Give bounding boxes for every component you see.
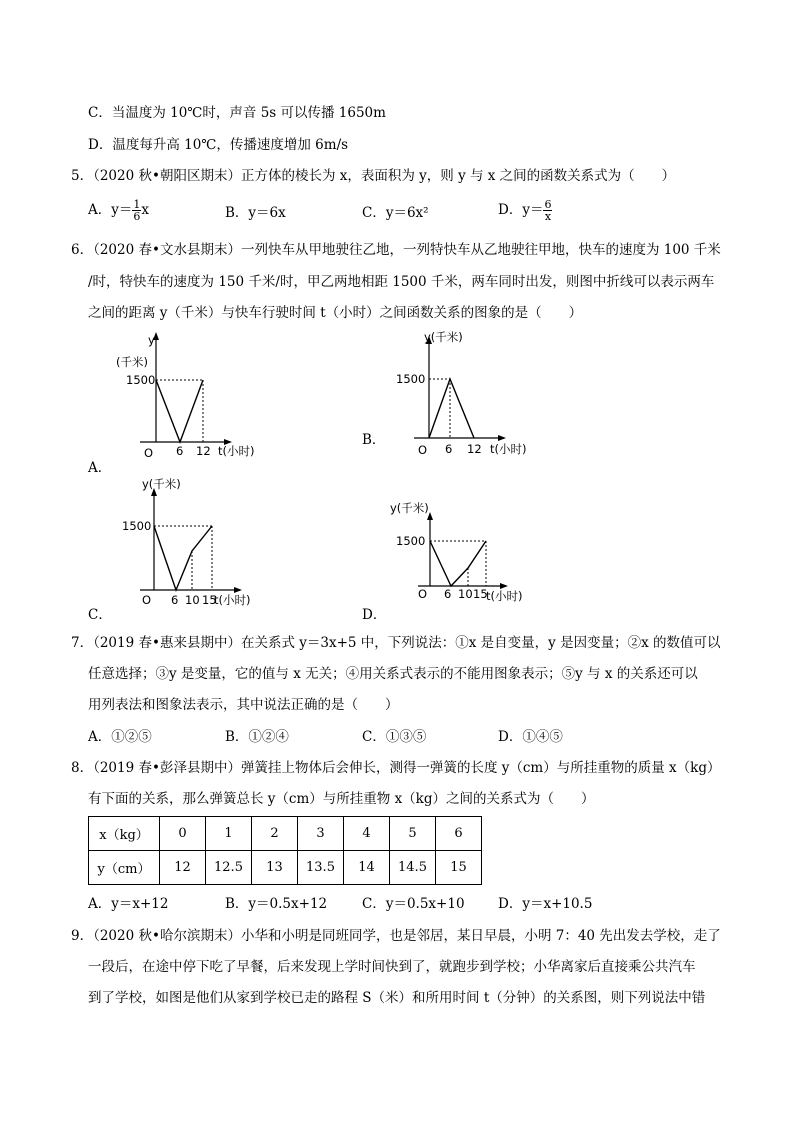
- q6-option-b-letter: B．: [362, 432, 386, 448]
- graph-b-xlabel: t(小时): [490, 442, 527, 456]
- q5-option-d-numerator: 6: [544, 198, 552, 211]
- graph-a-origin: O: [144, 446, 154, 460]
- graph-a-ytick: 1500: [126, 373, 156, 387]
- graph-d-xtick-1: 6: [444, 587, 452, 601]
- q4-option-c: C．当温度为 10℃时，声音 5s 可以传播 1650m: [88, 105, 386, 121]
- graph-b-polyline: [429, 379, 474, 438]
- table-cell: 13: [252, 851, 298, 885]
- graph-a-ylabel-unit: (千米): [116, 355, 148, 369]
- graph-d-polyline: [430, 541, 486, 586]
- q7-option-b: B．①②④: [225, 729, 289, 745]
- q8-option-c: C．y＝0.5x+10: [362, 896, 465, 912]
- q9-stem-line1: 9．（2020 秋•哈尔滨期末）小华和小明是同班同学，也是邻居，某日早晨，小明 7：40 先出发去学校，走了: [71, 928, 721, 944]
- q8-option-d: D．y＝x+10.5: [498, 896, 593, 912]
- q8-data-table: [88, 816, 482, 885]
- q5-option-c: C．y＝6x²: [362, 205, 429, 221]
- q9-stem-line2: 一段后，在途中停下吃了早餐，后来发现上学时间快到了，就跑步到学校；小华离家后直接乘公共汽车: [88, 959, 696, 975]
- q7-option-d: D．①④⑤: [498, 729, 563, 745]
- table-cell: 12.5: [206, 851, 252, 885]
- graph-b-x-arrow: [498, 435, 506, 441]
- graph-d-ylabel: y(千米): [390, 501, 429, 515]
- q6-stem-line1: 6．（2020 春•文水县期末）一列快车从甲地驶往乙地，一列特快车从乙地驶往甲地，快车的速度为 100 千米: [71, 242, 721, 258]
- table-cell: 13.5: [298, 851, 344, 885]
- q8-stem-line2: 有下面的关系，那么弹簧总长 y（cm）与所挂重物 x（kg）之间的关系式为（ ）: [88, 791, 595, 807]
- graph-d-xlabel: t(小时): [486, 589, 523, 603]
- q6-option-c-letter: C．: [88, 607, 112, 623]
- q6-graph-b: [384, 322, 554, 462]
- graph-d-origin: O: [418, 587, 428, 601]
- q5-option-b: B．y＝6x: [225, 205, 286, 221]
- graph-c-polyline: [154, 526, 212, 590]
- q6-stem-line2: /时，特快车的速度为 150 千米/时，甲乙两地相距 1500 千米，两车同时出发，则图中折线可以表示两车: [88, 274, 715, 290]
- graph-c-xlabel: t(小时): [214, 593, 251, 607]
- q6-graph-d: [384, 494, 554, 614]
- q6-graph-c: [110, 474, 280, 614]
- q5-stem: 5．（2020 秋•朝阳区期末）正方体的棱长为 x，表面积为 y，则 y 与 x 之间的函数关系式为（ ）: [71, 168, 676, 184]
- q6-graph-a: [110, 330, 280, 465]
- q5-option-d: [498, 199, 552, 222]
- q5-option-a-numerator: 1: [133, 198, 141, 211]
- q5-option-d-denominator: x: [544, 210, 552, 223]
- q5-option-a-prefix: A．y＝: [88, 202, 133, 218]
- table-header-y: y（cm）: [89, 851, 160, 885]
- q5-option-a-suffix: x: [141, 202, 150, 218]
- graph-b-origin: O: [418, 443, 428, 457]
- graph-b-xtick-2: 12: [467, 442, 482, 456]
- q7-stem-line3: 用列表法和图象法表示，其中说法正确的是（ ）: [88, 697, 399, 713]
- graph-d-xtick-3: 15: [473, 587, 488, 601]
- table-cell: 4: [344, 817, 390, 851]
- table-cell: 2: [252, 817, 298, 851]
- table-cell: 12: [160, 851, 206, 885]
- graph-b-ytick: 1500: [396, 372, 426, 386]
- q5-option-a-denominator: 6: [133, 210, 141, 223]
- table-row-x: [89, 817, 482, 851]
- table-cell: 3: [298, 817, 344, 851]
- graph-a-xlabel: t(小时): [218, 444, 255, 458]
- q4-option-d: D．温度每升高 10℃，传播速度增加 6m/s: [88, 137, 349, 153]
- table-cell: 1: [206, 817, 252, 851]
- table-cell: 0: [160, 817, 206, 851]
- graph-a-polyline: [156, 380, 203, 442]
- graph-c-origin: O: [142, 593, 152, 607]
- q5-option-d-fraction: [543, 199, 552, 222]
- table-cell: 15: [436, 851, 482, 885]
- graph-a-xtick-1: 6: [176, 444, 184, 458]
- q8-option-b: B．y＝0.5x+12: [225, 896, 328, 912]
- graph-b-ylabel: y(千米): [424, 330, 463, 344]
- table-row-y: [89, 851, 482, 885]
- q7-stem-line1: 7．（2019 春•惠来县期中）在关系式 y＝3x+5 中，下列说法：①x 是自变量，y 是因变量；②x 的数值可以: [71, 635, 721, 651]
- q6-option-a-letter: A．: [88, 460, 112, 476]
- graph-c-ytick: 1500: [122, 519, 152, 533]
- q7-option-c: C．①③⑤: [362, 729, 427, 745]
- graph-d-ytick: 1500: [396, 534, 426, 548]
- table-cell: 5: [390, 817, 436, 851]
- q5-option-a: [88, 199, 149, 222]
- graph-c-xtick-3: 15: [202, 593, 217, 607]
- graph-c-ylabel: y(千米): [142, 477, 181, 491]
- graph-c-xtick-1: 6: [171, 593, 179, 607]
- q9-stem-line3: 到了学校，如图是他们从家到学校已走的路程 S（米）和所用时间 t（分钟）的关系图，则下列说法中错: [88, 990, 706, 1006]
- graph-a-xtick-2: 12: [196, 444, 211, 458]
- table-cell: 6: [436, 817, 482, 851]
- q7-stem-line2: 任意选择；③y 是变量，它的值与 x 无关；④用关系式表示的不能用图象表示；⑤y 与 x 的关系还可以: [88, 666, 698, 682]
- q8-stem-line1: 8．（2019 春•彭泽县期中）弹簧挂上物体后会伸长，测得一弹簧的长度 y（cm）与所挂重物的质量 x（kg）: [71, 760, 721, 776]
- q6-stem-line3: 之间的距离 y（千米）与快车行驶时间 t（小时）之间函数关系的图象的是（ ）: [88, 305, 583, 321]
- q5-option-d-prefix: D．y＝: [498, 202, 544, 218]
- graph-d-xtick-2: 10: [458, 587, 473, 601]
- q8-option-a: A．y＝x+12: [88, 896, 169, 912]
- graph-b-xtick-1: 6: [445, 442, 453, 456]
- table-header-x: x（kg）: [89, 817, 160, 851]
- graph-c-xtick-2: 10: [185, 593, 200, 607]
- table-cell: 14: [344, 851, 390, 885]
- graph-a-ylabel: y: [148, 333, 155, 347]
- q7-option-a: A．①②⑤: [88, 729, 152, 745]
- table-cell: 14.5: [390, 851, 436, 885]
- q6-option-d-letter: D．: [362, 607, 387, 623]
